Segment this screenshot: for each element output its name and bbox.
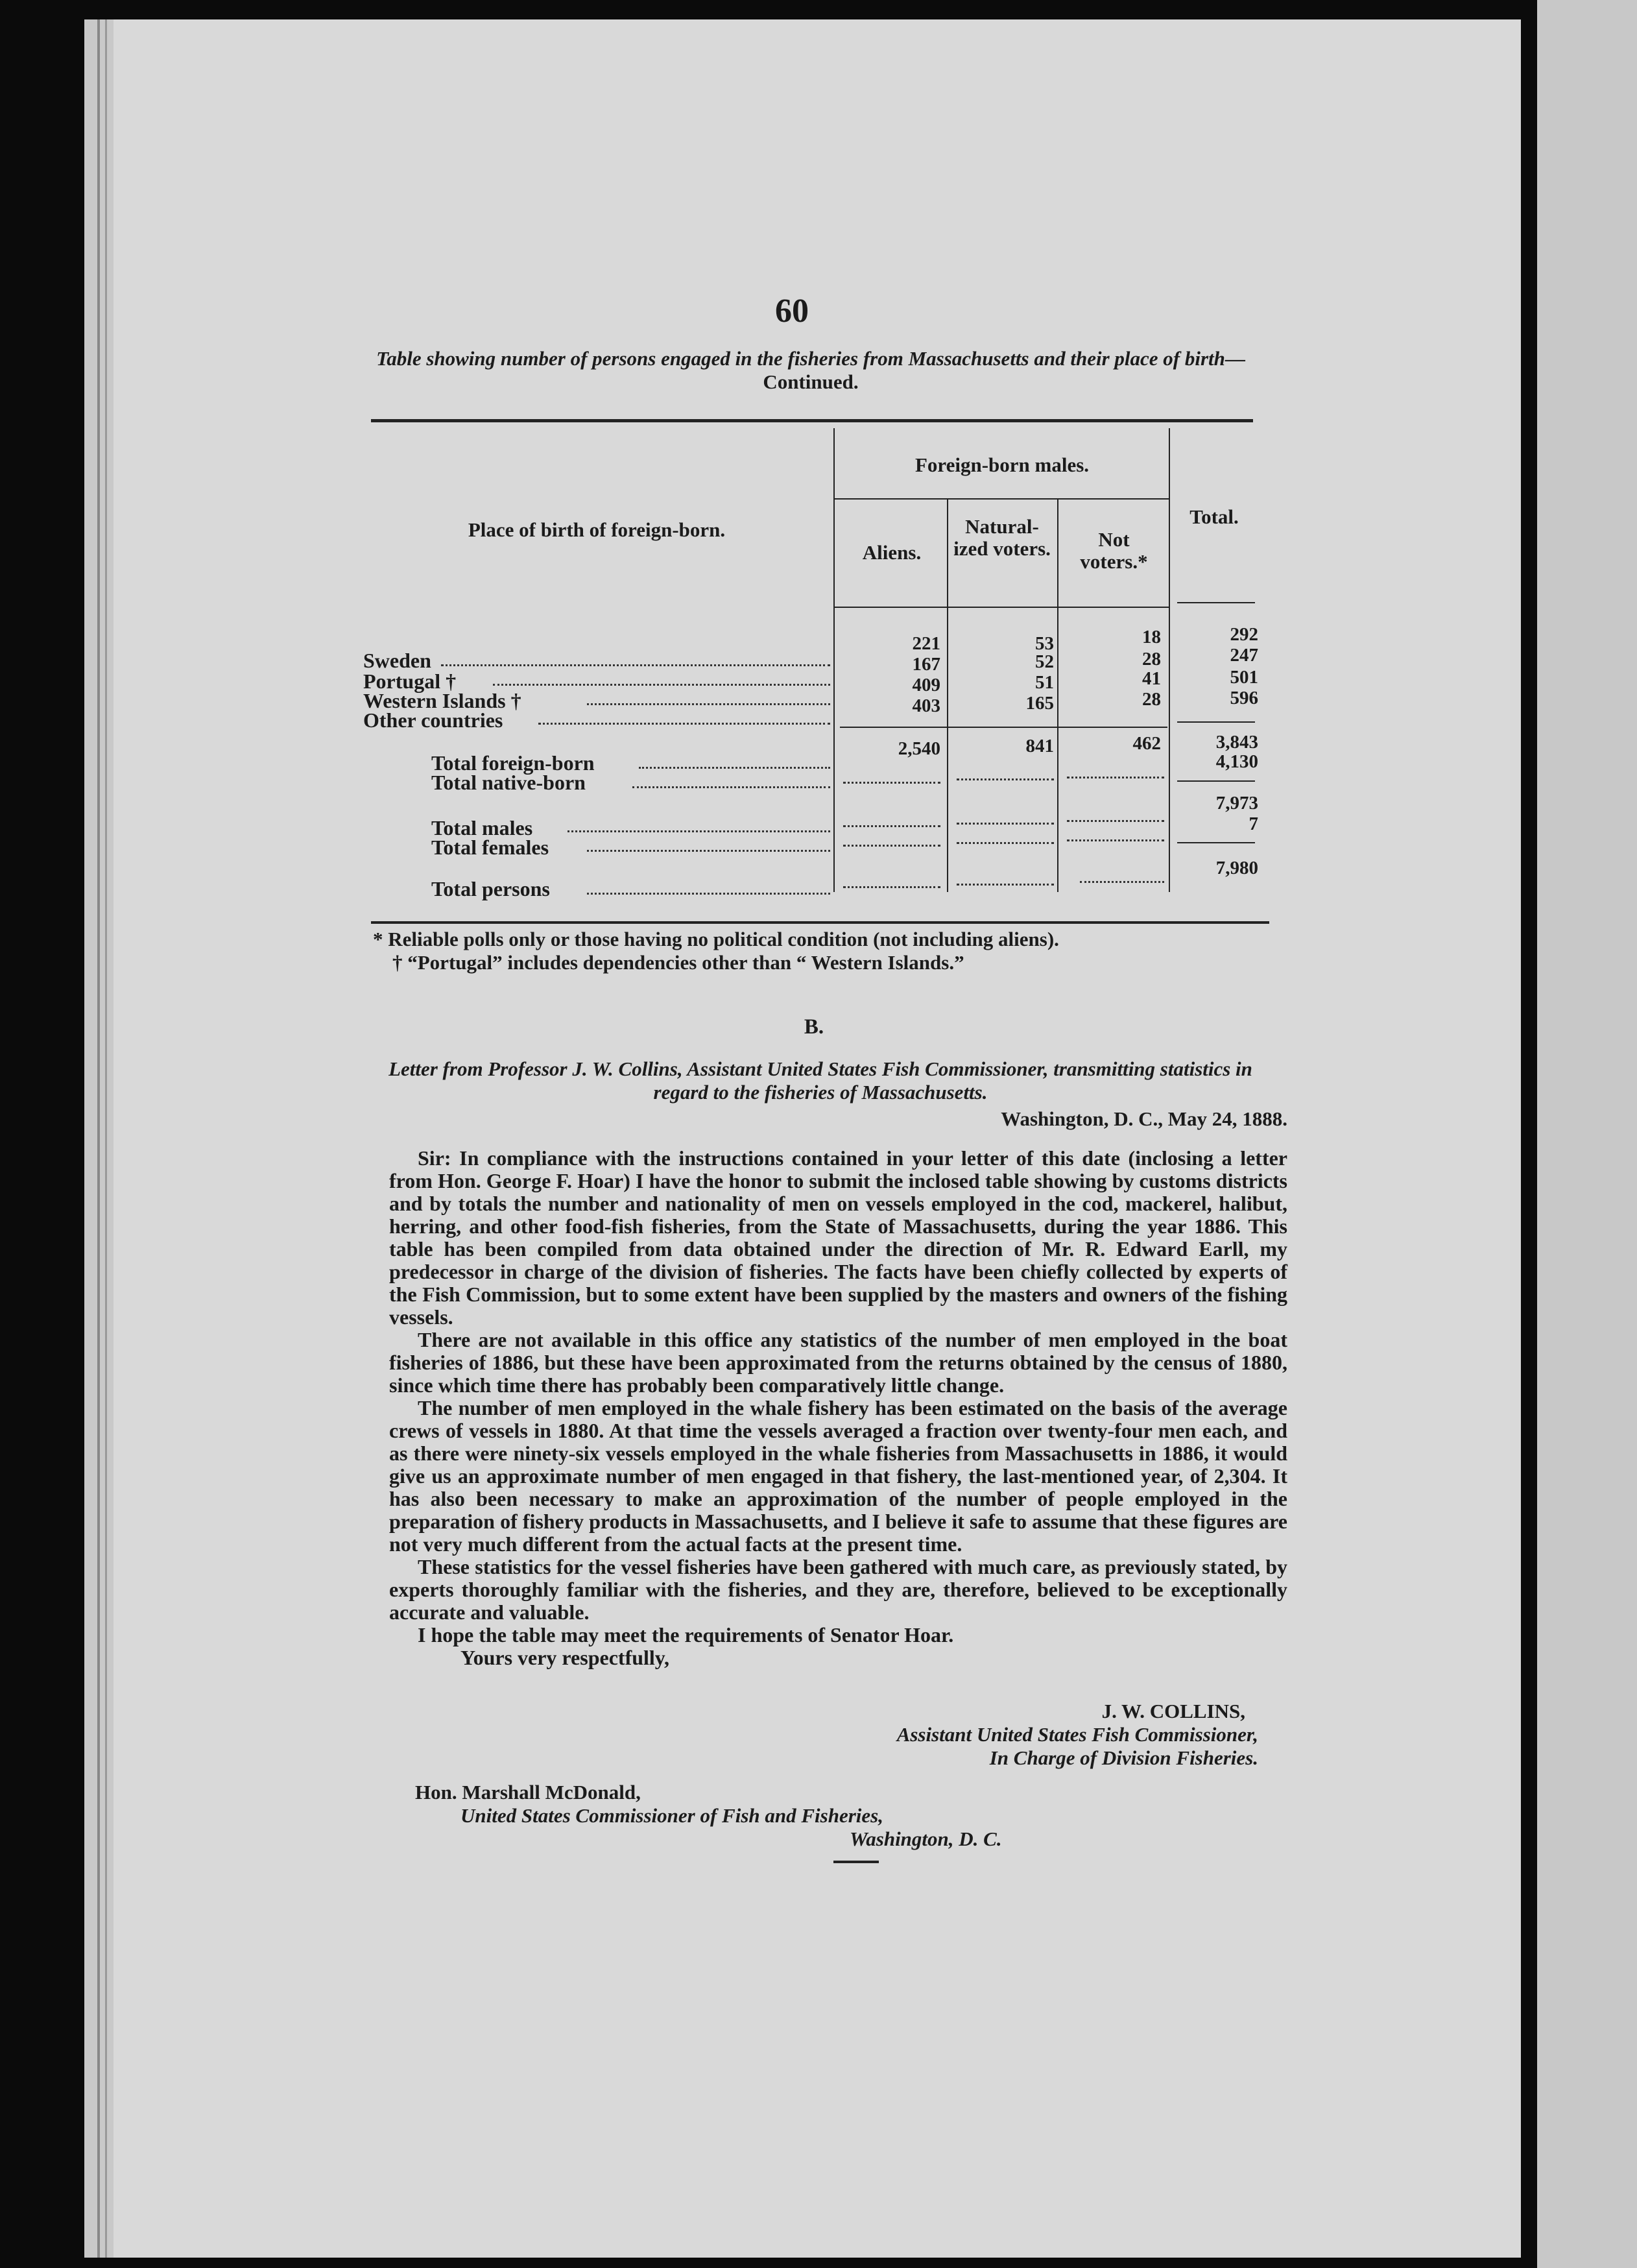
letter-body [389, 1147, 1287, 1669]
section-letter: B. [804, 1015, 824, 1039]
addressee [415, 1781, 1129, 1851]
cell-western-islands-naturalized: 51 [1035, 672, 1054, 693]
subtotal-rule-total-2 [1177, 780, 1255, 782]
paragraph: There are not available in this office any statistics of the number of men employed in the boat fisheries of 1886, but these have been approximated from the returns obtained by the census of 1880, since which time there has probably been comparatively little change. [389, 1328, 1287, 1397]
leader-dots [587, 893, 830, 895]
signature-title-2: In Charge of Division Fisheries. [989, 1746, 1258, 1769]
cell-total-persons: 7,980 [1215, 858, 1258, 878]
cell-total-females: 7 [1249, 814, 1258, 834]
footnote-dagger: † “Portugal” includes dependencies other than “ Western Islands.” [392, 951, 964, 974]
signature-title-1: Assistant United States Fish Commissioner, [896, 1723, 1258, 1746]
leader-dots [587, 850, 830, 852]
col-header-aliens: Aliens. [862, 541, 922, 564]
cell-sweden-naturalized: 53 [1035, 633, 1054, 654]
footnotes [353, 928, 1274, 974]
addressee-place: Washington, D. C. [850, 1828, 1002, 1850]
cell-sweden-total: 292 [1230, 624, 1258, 645]
table-col-rule-2 [947, 500, 948, 892]
leader-dots [493, 684, 830, 686]
stub-header: Place of birth of foreign-born. [468, 518, 726, 541]
table-caption [350, 347, 1271, 394]
closing: Yours very respectfully, [460, 1646, 670, 1669]
row-label-total-foreign-born: Total foreign-born [431, 751, 595, 775]
cell-portugal-aliens: 167 [912, 654, 940, 675]
table-top-rule [371, 419, 1253, 422]
page-edge-left-3 [105, 19, 107, 2258]
leader-dots [587, 703, 830, 705]
subtotal-rule-total [1177, 721, 1255, 723]
cell-western-islands-aliens: 409 [912, 675, 940, 695]
paragraph: I hope the table may meet the requirements of Senator Hoar. [418, 1623, 954, 1647]
header-bottom-rule [835, 607, 1169, 608]
table-col-rule-3 [1057, 500, 1058, 892]
leader-dots [957, 778, 1054, 780]
cell-western-islands-total: 501 [1230, 667, 1258, 688]
closing-rule [833, 1861, 879, 1863]
page-edge-left-2 [97, 19, 100, 2258]
group-header-rule [835, 498, 1169, 500]
cell-total-foreign-not-voters: 462 [1132, 733, 1161, 754]
leader-dots [1067, 839, 1164, 841]
leader-dots [1067, 777, 1164, 778]
cell-portugal-total: 247 [1230, 645, 1258, 666]
letter-heading: Letter from Professor J. W. Collins, Assistant United States Fish Commissioner, transmitting statistics in regard to the fisheries of Massachusetts. [388, 1057, 1252, 1104]
addressee-name: Hon. Marshall McDonald, [415, 1781, 641, 1804]
row-label-total-males: Total males [431, 816, 533, 839]
page-number: 60 [775, 293, 809, 330]
cell-western-islands-not-voters: 41 [1142, 668, 1161, 689]
cell-sweden-not-voters: 18 [1142, 627, 1161, 647]
signature [778, 1700, 1258, 1770]
facing-page [1537, 0, 1637, 2268]
row-label-portugal: Portugal † [363, 670, 457, 693]
leader-dots [957, 884, 1054, 886]
leader-dots [538, 723, 830, 725]
cell-other-aliens: 403 [912, 695, 940, 716]
row-label-total-native-born: Total native-born [431, 771, 586, 794]
cell-total-native-total: 4,130 [1215, 751, 1258, 772]
paragraph: These statistics for the vessel fisheries have been gathered with much care, as previously stated, by experts thoroughly familiar with the fisheries, and they are, therefore, believed to be exceptionally accurate and valuable. [389, 1555, 1287, 1624]
table-col-rule-4 [1169, 428, 1170, 892]
subtotal-rule [840, 727, 1167, 728]
leader-dots [1067, 820, 1164, 822]
total-header-rule [1177, 602, 1255, 603]
col-header-naturalized: Natural-ized voters. [953, 515, 1051, 560]
row-label-total-persons: Total persons [431, 877, 550, 900]
leader-dots [957, 823, 1054, 825]
signature-name: J. W. COLLINS, [1101, 1700, 1245, 1722]
col-header-total: Total. [1189, 505, 1239, 528]
table-bottom-rule [371, 921, 1269, 924]
cell-other-not-voters: 28 [1142, 689, 1161, 710]
subtotal-rule-total-3 [1177, 842, 1255, 843]
cell-portugal-not-voters: 28 [1142, 649, 1161, 670]
leader-dots [441, 664, 830, 666]
leader-dots [957, 842, 1054, 844]
row-label-sweden: Sweden [363, 649, 431, 672]
cell-total-foreign-aliens: 2,540 [898, 738, 940, 759]
cell-portugal-naturalized: 52 [1035, 651, 1054, 672]
cell-other-total: 596 [1230, 688, 1258, 708]
group-header: Foreign-born males. [914, 453, 1090, 476]
leader-dots [568, 830, 830, 832]
row-label-western-islands: Western Islands † [363, 689, 521, 712]
paragraph: The number of men employed in the whale fishery has been estimated on the basis of the average crews of vessels in 1880. At that time the vessels averaged a fraction over twenty-four men each, and as there were ninety-six vessels employed in the whale fisheries from Massachusetts in 1886, it would give us an approximate number of men engaged in that fishery, the last-mentioned year, of 2,304. It has also been necessary to make an approximation of the number of people employed in the preparation of fishery products in Massachusetts, and I believe it safe to assume that these figures are not very much different from the actual facts at the present time. [389, 1396, 1287, 1556]
cell-total-foreign-total: 3,843 [1215, 732, 1258, 753]
leader-dots [639, 767, 830, 769]
footnote-star: * Reliable polls only or those having no political condition (not including aliens). [373, 928, 1059, 950]
row-label-total-females: Total females [431, 836, 549, 859]
dateline [389, 1107, 1287, 1131]
leader-dots [843, 825, 940, 827]
leader-dots [1080, 881, 1164, 883]
leader-dots [632, 786, 830, 788]
row-label-other-countries: Other countries [363, 708, 503, 732]
cell-total-males: 7,973 [1215, 793, 1258, 814]
table-caption-suffix: —Continued. [763, 347, 1245, 393]
col-header-not-voters: Not voters.* [1080, 528, 1148, 573]
leader-dots [843, 845, 940, 847]
cell-total-foreign-naturalized: 841 [1025, 736, 1054, 756]
leader-dots [843, 782, 940, 784]
dateline-text: Washington, D. C., May 24, 1888. [1001, 1107, 1287, 1130]
paragraph: Sir: In compliance with the instructions contained in your letter of this date (inclosing a letter from Hon. George F. Hoar) I have the honor to submit the inclosed table showing by customs districts and by totals the number and nationality of men on vessels employed in the cod, mackerel, halibut, herring, and other food-fish fisheries, from the State of Massachusetts, during the year 1886. This table has been compiled from data obtained under the direction of Mr. R. Edward Earll, my predecessor in charge of the division of fisheries. The facts have been chiefly collected by experts of the Fish Commission, but to some extent have been supplied by the masters and owners of the fishing vessels. [389, 1146, 1287, 1329]
cell-sweden-aliens: 221 [912, 633, 940, 654]
addressee-title: United States Commissioner of Fish and Fisheries, [460, 1804, 883, 1827]
table-caption-title: Table showing number of persons engaged in the fisheries from Massachusetts and their place of birth [376, 347, 1225, 370]
leader-dots [843, 886, 940, 888]
cell-other-naturalized: 165 [1025, 693, 1054, 714]
